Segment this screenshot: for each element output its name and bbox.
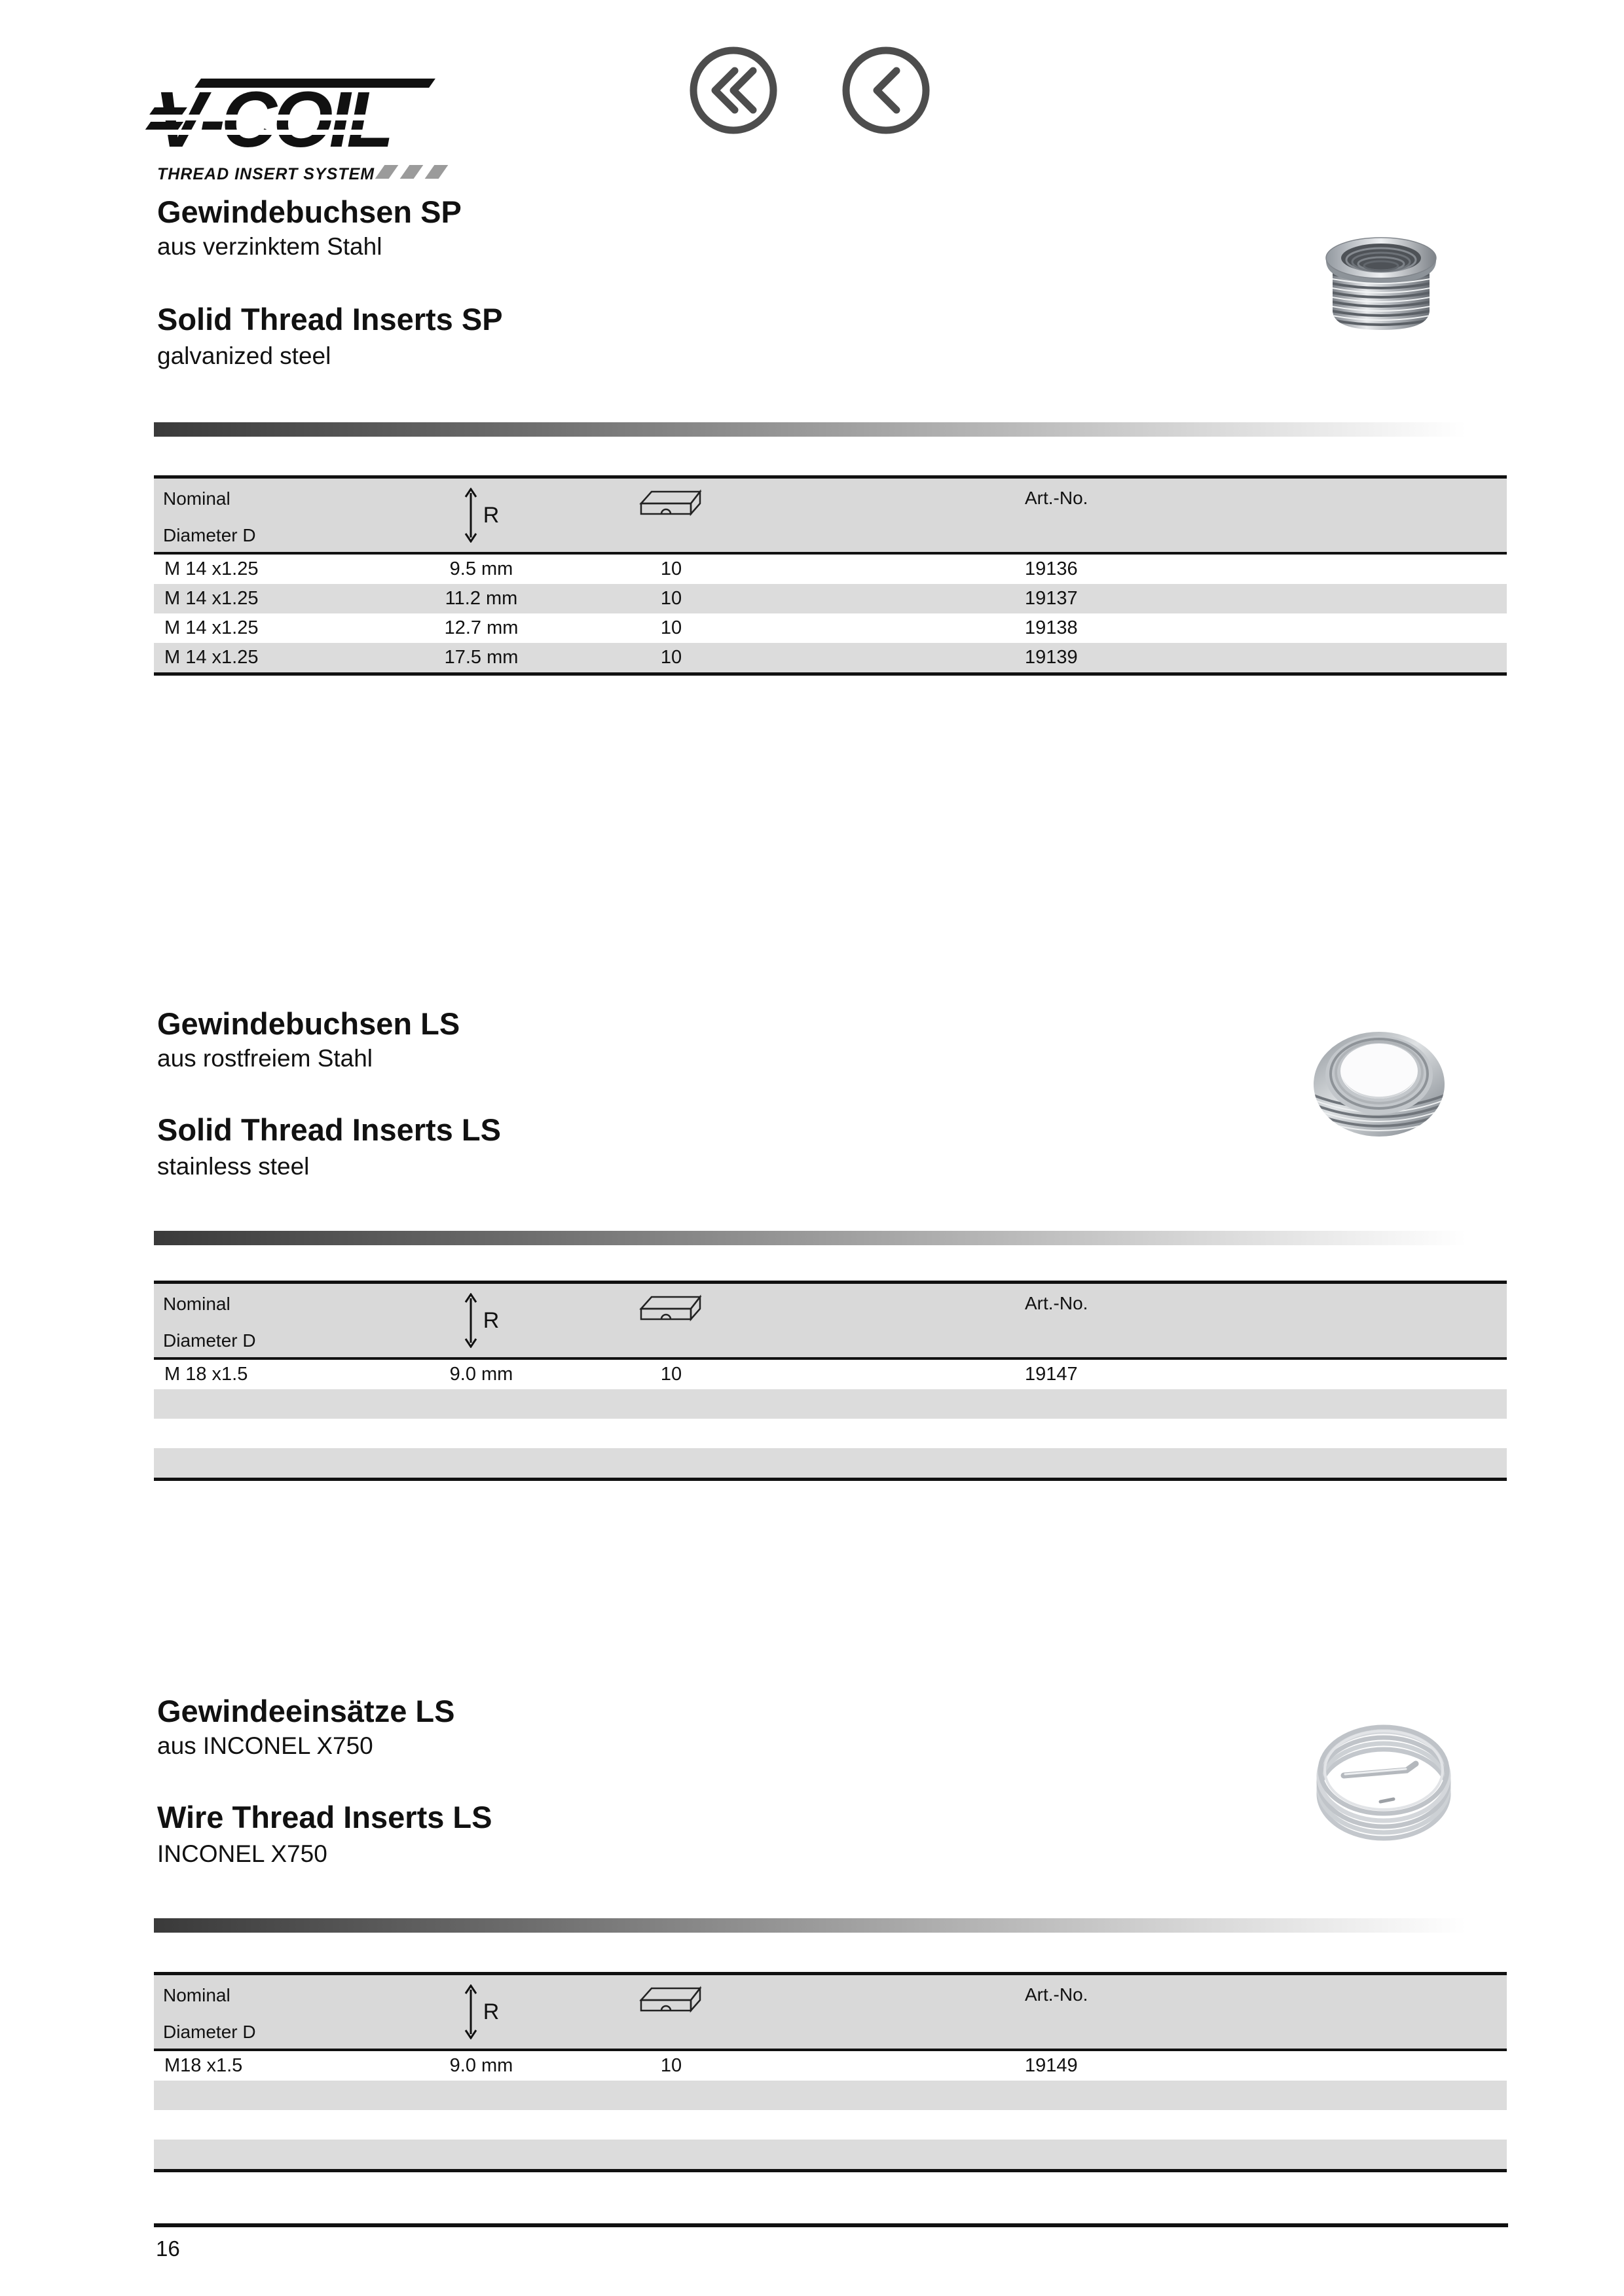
cell-length-r: 9.0 mm: [449, 2055, 513, 2076]
product-photo-flanged-bushing: [1306, 211, 1456, 344]
header-art-no: Art.-No.: [1025, 488, 1088, 508]
header-r-label: R: [483, 1999, 500, 2024]
header-nominal-diameter: Nominal Diameter D: [163, 488, 256, 545]
section2-material-de: aus rostfreiem Stahl: [157, 1045, 373, 1072]
cell-nominal-size: M18 x1.5: [164, 2055, 243, 2076]
product-photo-wire-coil: [1303, 1710, 1464, 1846]
cell-nominal-size: M 14 x1.25: [164, 558, 259, 579]
table-row: [154, 1419, 1507, 1448]
table-row: [154, 2081, 1507, 2110]
section1-material-en: galvanized steel: [157, 342, 331, 369]
table-row: [154, 2051, 1507, 2081]
section3-title-en: Wire Thread Inserts LS: [157, 1800, 492, 1834]
cell-package-qty: 10: [660, 2055, 682, 2076]
cell-length-r: 11.2 mm: [445, 588, 518, 609]
header-length-r: [416, 1284, 547, 1357]
cell-package-qty: 10: [660, 647, 682, 668]
table-row: [154, 613, 1507, 643]
header-r-label: R: [483, 502, 500, 528]
table-row: [154, 643, 1507, 672]
cell-art-no: 19139: [1025, 647, 1078, 668]
cell-package-qty: 10: [660, 617, 682, 638]
section1-table: [154, 475, 1507, 676]
table-row: [154, 2110, 1507, 2140]
nav-first-page-button[interactable]: [686, 43, 781, 137]
cell-package-qty: 10: [660, 558, 682, 579]
length-range-arrow-icon: [464, 1293, 478, 1348]
table-header: [154, 1281, 1507, 1360]
cell-nominal-size: M 14 x1.25: [164, 588, 259, 609]
table-body: [154, 2051, 1507, 2172]
section1-divider-bar: [154, 422, 1507, 437]
package-box-icon: [635, 1292, 708, 1326]
footer-rule: [154, 2223, 1508, 2227]
page-number: 16: [156, 2236, 180, 2261]
cell-nominal-size: M 18 x1.5: [164, 1364, 248, 1385]
product-photo-threaded-ring: [1300, 1016, 1458, 1150]
section2-material-en: stainless steel: [157, 1153, 310, 1180]
logo-square: [375, 165, 399, 179]
cell-art-no: 19149: [1025, 2055, 1078, 2076]
table-row: [154, 555, 1507, 584]
section2-table: [154, 1281, 1507, 1481]
cell-art-no: 19147: [1025, 1364, 1078, 1385]
table-row: [154, 1448, 1507, 1478]
table-row: [154, 2140, 1507, 2169]
logo-tagline: THREAD INSERT SYSTEM: [157, 165, 375, 183]
table-row: [154, 1360, 1507, 1389]
header-package-qty: [547, 479, 796, 552]
header-package-qty: [547, 1284, 796, 1357]
vcoil-logo: [155, 73, 437, 191]
section3-divider-bar: [154, 1918, 1507, 1933]
nav-previous-page-button[interactable]: [839, 43, 933, 137]
chevron-left-icon: [839, 43, 933, 137]
double-chevron-left-icon: [686, 43, 781, 137]
logo-square: [400, 165, 424, 179]
header-art-no: Art.-No.: [1025, 1984, 1088, 2005]
header-length-r: [416, 1975, 547, 2049]
header-nominal-diameter: Nominal Diameter D: [163, 1294, 256, 1351]
cell-length-r: 9.5 mm: [449, 558, 513, 579]
cell-art-no: 19138: [1025, 617, 1078, 638]
table-header: [154, 475, 1507, 555]
section1-material-de: aus verzinktem Stahl: [157, 233, 382, 260]
header-package-qty: [547, 1975, 796, 2049]
table-row: [154, 584, 1507, 613]
header-r-label: R: [483, 1307, 500, 1333]
header-nominal-diameter: Nominal Diameter D: [163, 1985, 256, 2042]
length-range-arrow-icon: [464, 488, 478, 543]
table-row: [154, 1389, 1507, 1419]
section2-title-de: Gewindebuchsen LS: [157, 1006, 460, 1041]
section3-table: [154, 1972, 1507, 2172]
package-box-icon: [635, 1983, 708, 2017]
header-art-no: Art.-No.: [1025, 1293, 1088, 1313]
logo-white-stripe: [139, 130, 449, 135]
cell-nominal-size: M 14 x1.25: [164, 647, 259, 668]
logo-square: [425, 165, 449, 179]
length-range-arrow-icon: [464, 1984, 478, 2039]
cell-nominal-size: M 14 x1.25: [164, 617, 259, 638]
section1-title-de: Gewindebuchsen SP: [157, 194, 462, 229]
section3-material-de: aus INCONEL X750: [157, 1732, 373, 1759]
cell-art-no: 19137: [1025, 588, 1078, 609]
cell-length-r: 17.5 mm: [444, 647, 519, 668]
section3-title-de: Gewindeeinsätze LS: [157, 1694, 455, 1728]
cell-package-qty: 10: [660, 1364, 682, 1385]
section2-title-en: Solid Thread Inserts LS: [157, 1112, 501, 1147]
cell-length-r: 12.7 mm: [444, 617, 519, 638]
header-length-r: [416, 479, 547, 552]
cell-package-qty: 10: [660, 588, 682, 609]
package-box-icon: [635, 486, 708, 520]
table-body: [154, 555, 1507, 676]
table-body: [154, 1360, 1507, 1481]
section2-divider-bar: [154, 1231, 1507, 1245]
section3-material-en: INCONEL X750: [157, 1840, 327, 1867]
section1-title-en: Solid Thread Inserts SP: [157, 302, 503, 337]
cell-length-r: 9.0 mm: [449, 1364, 513, 1385]
table-header: [154, 1972, 1507, 2051]
logo-white-stripe: [141, 115, 449, 120]
cell-art-no: 19136: [1025, 558, 1078, 579]
